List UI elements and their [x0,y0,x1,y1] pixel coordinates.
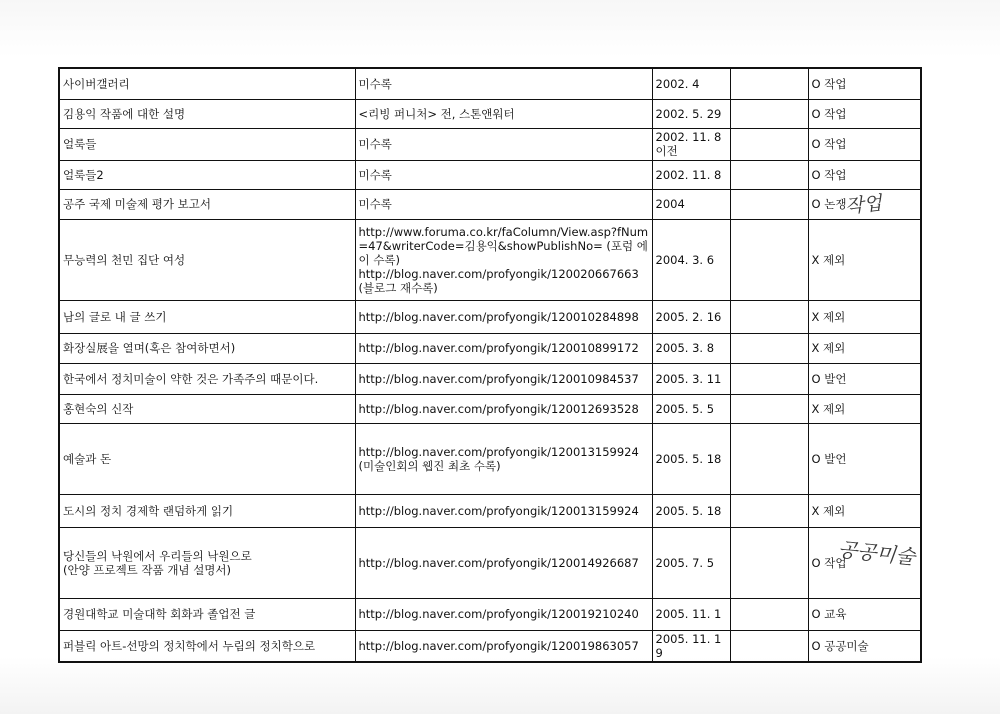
date-cell-text: 2005. 5. 5 [655,401,715,416]
source-cell-text: http://blog.naver.com/profyongik/120019863057 [358,638,639,653]
date-cell [652,630,730,662]
date-cell [652,189,730,219]
source-cell [355,527,652,598]
source-cell-text: (미술인회의 웹진 최초 수록) [358,458,501,473]
title-cell [59,527,355,598]
date-cell-text: 2002. 11. 8 [655,167,722,182]
note-cell [730,68,808,99]
date-cell [652,527,730,598]
source-cell-text: http://blog.naver.com/profyongik/120013159924 [358,444,639,459]
title-cell-text: (안양 프로젝트 작품 개념 설명서) [63,562,232,577]
table-row [59,300,921,333]
date-cell [652,160,730,189]
note-cell [730,219,808,300]
date-cell [652,598,730,630]
status-cell-text: X 제외 [811,341,846,355]
date-cell-text: 2002. 5. 29 [655,106,722,121]
table-row [59,630,921,662]
title-cell-text: 남의 글로 내 글 쓰기 [63,309,167,324]
date-cell [652,333,730,363]
source-cell [355,219,652,300]
title-cell [59,68,355,99]
date-cell-text: 2002. 11. 8 [655,130,722,144]
status-cell-text: O 작업 [811,555,847,570]
status-cell [808,527,921,598]
status-cell-text: X 제외 [811,252,846,267]
source-cell [355,128,652,160]
note-cell [730,189,808,219]
date-cell [652,219,730,300]
note-cell [730,128,808,160]
date-cell [652,68,730,99]
title-cell-text: 도시의 정치 경제학 랜덤하게 읽기 [63,503,234,518]
date-cell-text: 2005. 5. 18 [655,503,722,518]
date-cell [652,363,730,394]
title-cell-text: 퍼블릭 아트-선망의 정치학에서 누림의 정치학으로 [63,638,316,653]
status-cell [808,423,921,494]
status-cell [808,68,921,99]
status-cell-text: O 공공미술 [811,638,869,653]
handwritten-annotation-2: 공공미술 [836,537,917,569]
title-cell [59,423,355,494]
status-cell [808,394,921,423]
source-cell [355,68,652,99]
note-cell [730,527,808,598]
title-cell [59,598,355,630]
status-cell-text: X 제외 [811,309,846,324]
date-cell [652,423,730,494]
table-row [59,363,921,394]
date-cell-text: 2004. 3. 6 [655,252,715,267]
table-row [59,598,921,630]
source-cell [355,394,652,423]
date-cell-text: 2005. 2. 16 [655,309,722,324]
source-cell [355,494,652,527]
status-cell [808,160,921,189]
source-cell-text: http://blog.naver.com/profyongik/120019210240 [358,607,639,621]
note-cell [730,598,808,630]
table-row [59,99,921,128]
status-cell [808,363,921,394]
title-cell-text: 한국에서 정치미술이 약한 것은 가족주의 때문이다. [63,371,319,386]
note-cell [730,630,808,662]
date-cell-text: 2005. 11. 1 [655,607,722,621]
source-cell [355,189,652,219]
status-cell-text: O 작업 [811,167,847,182]
source-cell [355,423,652,494]
title-cell-text: 당신들의 낙원에서 우리들의 낙원으로 [63,548,252,563]
source-cell [355,160,652,189]
title-cell-text: 얼룩들 [63,137,97,151]
table-row [59,423,921,494]
source-cell-text: http://www.foruma.co.kr/faColumn/View.asp?fNum=47&writerCode=김용익&showPublishNo= (포럼 에이 수록) [358,224,649,267]
table-row [59,189,921,219]
source-cell-text: <리빙 퍼니처> 전, 스톤앤워터 [358,106,515,121]
table-row [59,219,921,300]
date-cell-text: 2002. 4 [655,76,700,91]
status-cell [808,630,921,662]
status-cell [808,300,921,333]
source-cell [355,598,652,630]
source-cell-text: http://blog.naver.com/profyongik/120014926687 [358,555,639,570]
date-cell-text: 2005. 3. 11 [655,371,722,386]
title-cell [59,189,355,219]
title-cell [59,128,355,160]
title-cell-text: 무능력의 천민 집단 여성 [63,252,186,267]
title-cell [59,394,355,423]
title-cell [59,494,355,527]
status-cell [808,219,921,300]
source-cell [355,630,652,662]
title-cell-text: 얼룩들2 [63,167,104,182]
status-cell [808,598,921,630]
status-cell [808,494,921,527]
title-cell-text: 사이버갤러리 [63,76,130,91]
table-row [59,68,921,99]
status-cell [808,189,921,219]
source-cell [355,99,652,128]
source-cell [355,363,652,394]
date-cell [652,99,730,128]
table-row [59,494,921,527]
note-cell [730,423,808,494]
title-cell [59,333,355,363]
date-cell [652,300,730,333]
source-cell-text: 미수록 [358,167,392,182]
note-cell [730,160,808,189]
title-cell [59,160,355,189]
source-cell [355,300,652,333]
status-cell-text: X 제외 [811,503,846,518]
source-cell [355,333,652,363]
source-cell-text: 미수록 [358,76,392,91]
title-cell [59,300,355,333]
status-cell-text: X 제외 [811,401,846,416]
status-cell-text: O 교육 [811,607,847,621]
date-cell-text: 2005. 5. 18 [655,451,722,466]
title-cell-text: 공주 국제 미술제 평가 보고서 [63,197,211,211]
date-cell-text: 2005. 3. 8 [655,341,715,355]
status-cell-text: O 작업 [811,106,847,121]
source-cell-text: http://blog.naver.com/profyongik/120010899172 [358,341,639,355]
note-cell [730,99,808,128]
title-cell [59,363,355,394]
title-cell [59,99,355,128]
date-cell-text: 2005. 11. 19 [655,631,722,660]
status-cell-text: O 논쟁 [811,197,847,211]
date-cell-text: 이전 [655,144,678,158]
title-cell-text: 예술과 돈 [63,451,112,466]
source-cell-text: 미수록 [358,137,392,151]
status-cell [808,333,921,363]
source-cell-text: http://blog.naver.com/profyongik/120020667663 (블로그 재수록) [358,266,639,295]
title-cell-text: 홍현숙의 신작 [63,401,134,416]
title-cell [59,219,355,300]
status-cell-text: O 작업 [811,76,847,91]
title-cell-text: 김용익 작품에 대한 설명 [63,106,186,121]
date-cell [652,394,730,423]
document-table [58,67,922,663]
date-cell-text: 2004 [655,197,685,211]
note-cell [730,300,808,333]
note-cell [730,394,808,423]
title-cell [59,630,355,662]
table-row [59,128,921,160]
table-row [59,394,921,423]
status-cell [808,128,921,160]
title-cell-text: 경원대학교 미술대학 회화과 졸업전 글 [63,607,256,621]
date-cell [652,128,730,160]
source-cell-text: http://blog.naver.com/profyongik/120010984537 [358,371,639,386]
handwritten-annotation-1: 작업 [844,192,883,218]
date-cell [652,494,730,527]
source-cell-text: http://blog.naver.com/profyongik/120010284898 [358,309,639,324]
note-cell [730,363,808,394]
table-row [59,527,921,598]
status-cell-text: O 작업 [811,137,847,151]
source-cell-text: http://blog.naver.com/profyongik/120013159924 [358,503,639,518]
title-cell-text: 화장실展을 열며(혹은 참여하면서) [63,341,236,355]
status-cell-text: O 발언 [811,371,847,386]
source-cell-text: http://blog.naver.com/profyongik/120012693528 [358,401,639,416]
date-cell-text: 2005. 7. 5 [655,555,715,570]
table-row [59,160,921,189]
note-cell [730,333,808,363]
source-cell-text: 미수록 [358,197,392,211]
status-cell-text: O 발언 [811,451,847,466]
table-row [59,333,921,363]
status-cell [808,99,921,128]
note-cell [730,494,808,527]
